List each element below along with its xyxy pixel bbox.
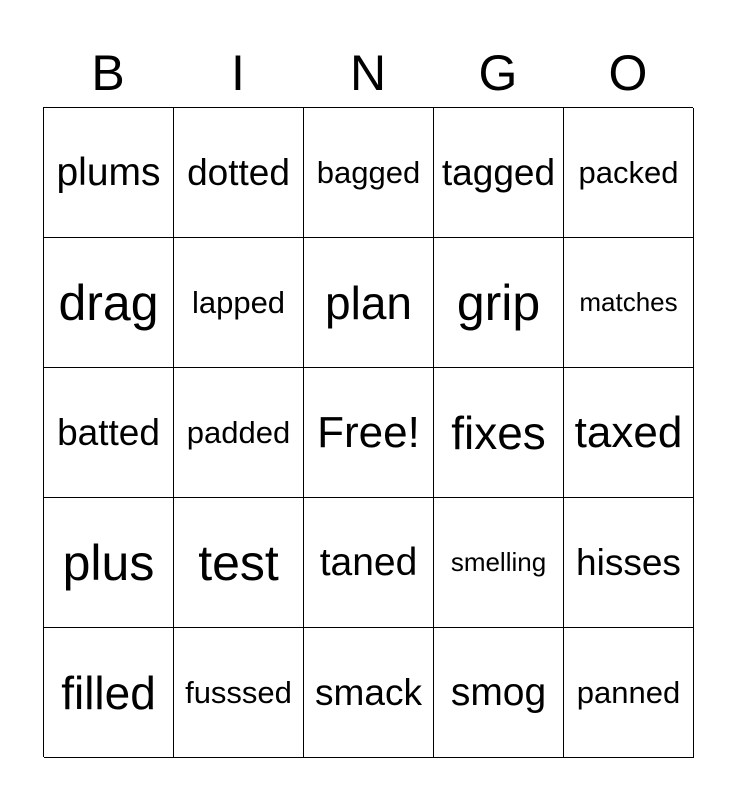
header-letter-o: O — [608, 45, 648, 101]
bingo-cell-r4-c1[interactable]: plus — [44, 498, 174, 628]
header-letter-i: I — [231, 45, 245, 101]
bingo-cell-r5-c1[interactable]: filled — [44, 628, 174, 758]
bingo-cell-r2-c3[interactable]: plan — [304, 238, 434, 368]
bingo-cell-r3-c3-free[interactable]: Free! — [304, 368, 434, 498]
bingo-cell-r4-c2[interactable]: test — [174, 498, 304, 628]
bingo-cell-r5-c5[interactable]: panned — [564, 628, 694, 758]
bingo-cell-r3-c1[interactable]: batted — [44, 368, 174, 498]
bingo-cell-r4-c4[interactable]: smelling — [434, 498, 564, 628]
bingo-cell-r2-c4[interactable]: grip — [434, 238, 564, 368]
header-letter-g: G — [478, 45, 518, 101]
bingo-cell-r5-c2[interactable]: fusssed — [174, 628, 304, 758]
bingo-cell-r5-c4[interactable]: smog — [434, 628, 564, 758]
bingo-cell-r2-c2[interactable]: lapped — [174, 238, 304, 368]
bingo-cell-r3-c4[interactable]: fixes — [434, 368, 564, 498]
bingo-board — [43, 107, 693, 757]
bingo-cell-r1-c5[interactable]: packed — [564, 108, 694, 238]
bingo-cell-r1-c2[interactable]: dotted — [174, 108, 304, 238]
header-letter-b: B — [91, 45, 125, 101]
bingo-cell-r1-c4[interactable]: tagged — [434, 108, 564, 238]
bingo-cell-r5-c3[interactable]: smack — [304, 628, 434, 758]
bingo-cell-r3-c2[interactable]: padded — [174, 368, 304, 498]
bingo-cell-r4-c3[interactable]: taned — [304, 498, 434, 628]
bingo-cell-r2-c1[interactable]: drag — [44, 238, 174, 368]
bingo-cell-r4-c5[interactable]: hisses — [564, 498, 694, 628]
bingo-cell-r3-c5[interactable]: taxed — [564, 368, 694, 498]
header-letter-n: N — [349, 45, 387, 101]
bingo-header — [43, 40, 693, 106]
bingo-cell-r1-c1[interactable]: plums — [44, 108, 174, 238]
bingo-cell-r1-c3[interactable]: bagged — [304, 108, 434, 238]
bingo-cell-r2-c5[interactable]: matches — [564, 238, 694, 368]
